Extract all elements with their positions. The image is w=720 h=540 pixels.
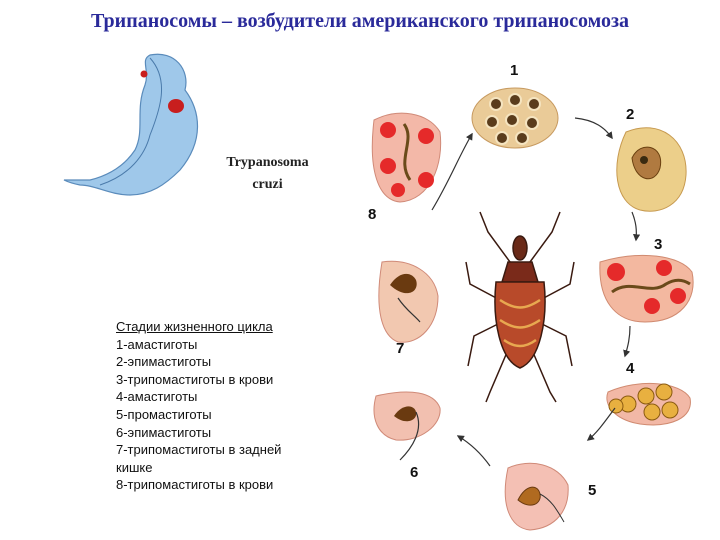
stage-1-amastigotes: [472, 88, 558, 148]
stage-8-blood-trypomastigotes: [372, 113, 440, 202]
stage-6-epimastigotes: [374, 392, 440, 460]
legend-item: 5-промастиготы: [116, 406, 212, 422]
trypanosoma-drawing: [64, 54, 198, 195]
stage-number-8: 8: [368, 206, 377, 223]
species-genus: Trypanosoma: [226, 155, 309, 170]
stage-3-blood-trypomastigotes: [600, 255, 693, 322]
legend-item: 1-амастиготы: [116, 336, 198, 352]
stage-number-3: 3: [654, 236, 663, 253]
stage-2-epimastigotes: [617, 128, 686, 211]
legend-item: 2-эпимастиготы: [116, 354, 212, 370]
legend-item: 7-трипомастиготы в задней: [116, 442, 282, 458]
life-cycle-legend: [116, 318, 356, 494]
legend-heading: Стадии жизненного цикла: [116, 319, 273, 334]
stage-4-amastigotes: [607, 383, 691, 424]
stage-number-4: 4: [626, 360, 635, 377]
stage-number-7: 7: [396, 340, 405, 357]
stage-number-5: 5: [588, 482, 597, 499]
legend-item: 8-трипомастиготы в крови: [116, 477, 274, 493]
stage-number-2: 2: [626, 106, 635, 123]
triatomine-bug-drawing: [466, 212, 574, 402]
stage-7-hindgut-trypomastigotes: [379, 261, 438, 342]
legend-item: 3-трипомастиготы в крови: [116, 371, 274, 387]
legend-item: 6-эпимастиготы: [116, 424, 212, 440]
species-label: [205, 152, 330, 196]
stage-5-promastigotes: [505, 463, 568, 530]
page-title: Трипаносомы – возбудители американского трипаносомоза: [90, 10, 630, 32]
stage-number-1: 1: [510, 62, 519, 79]
stage-number-6: 6: [410, 464, 419, 481]
species-epithet: cruzi: [252, 177, 283, 192]
legend-item: 4-амастиготы: [116, 389, 198, 405]
legend-item: кишке: [116, 459, 153, 475]
